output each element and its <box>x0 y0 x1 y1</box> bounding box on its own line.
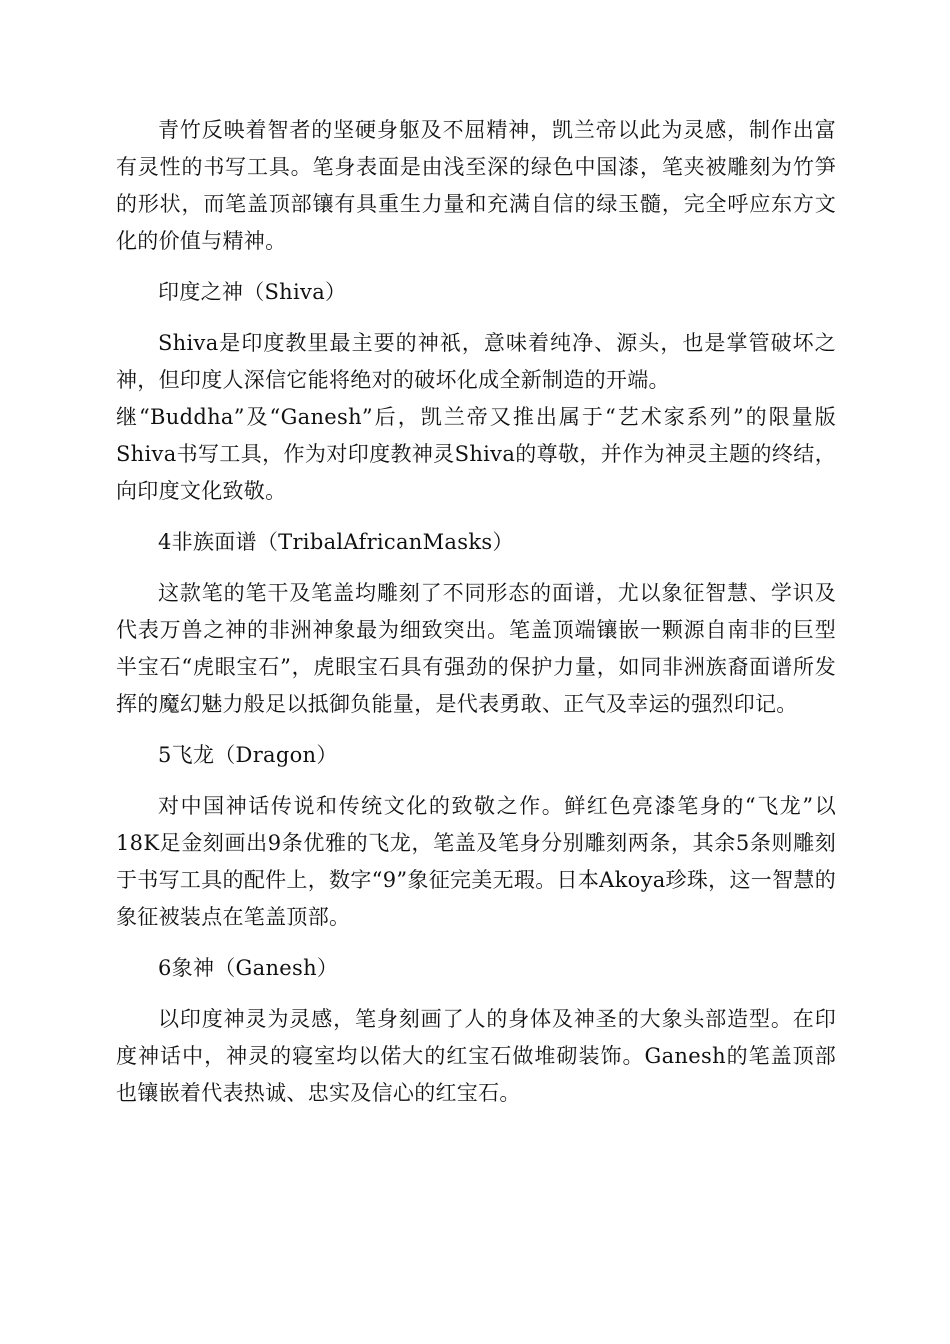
paragraph-ganesh: 以印度神灵为灵感，笔身刻画了人的身体及神圣的大象头部造型。在印度神话中，神灵的寝室均以偌大的红宝石做堆砌装饰。Ganesh的笔盖顶部也镶嵌着代表热诚、忠实及信心的红宝石。 <box>116 1007 836 1105</box>
heading-ganesh: 6象神（Ganesh） <box>158 956 339 980</box>
paragraph-dragon: 对中国神话传说和传统文化的致敬之作。鲜红色亮漆笔身的“飞龙”以18K足金刻画出9条优雅的飞龙，笔盖及笔身分别雕刻两条，其余5条则雕刻于书写工具的配件上，数字“9”象征完美无瑕。日本Akoya珍珠，这一智慧的象征被装点在笔盖顶部。 <box>116 794 836 929</box>
heading-dragon: 5飞龙（Dragon） <box>158 743 338 767</box>
heading-tribal-masks: 4非族面谱（TribalAfricanMasks） <box>158 530 514 554</box>
paragraph-shiva-intro: Shiva是印度教里最主要的神祇，意味着纯净、源头，也是掌管破坏之神，但印度人深信它能将绝对的破坏化成全新制造的开端。 <box>116 331 836 392</box>
paragraph-tribal-masks: 这款笔的笔干及笔盖均雕刻了不同形态的面谱，尤以象征智慧、学识及代表万兽之神的非洲神象最为细致突出。笔盖顶端镶嵌一颗源自南非的巨型半宝石“虎眼宝石”，虎眼宝石具有强劲的保护力量，如同非洲族裔面谱所发挥的魔幻魅力般足以抵御负能量，是代表勇敢、正气及幸运的强烈印记。 <box>116 581 836 716</box>
paragraph-bamboo: 青竹反映着智者的坚硬身躯及不屈精神，凯兰帝以此为灵感，制作出富有灵性的书写工具。笔身表面是由浅至深的绿色中国漆，笔夹被雕刻为竹笋的形状，而笔盖顶部镶有具重生力量和充满自信的绿玉髓，完全呼应东方文化的价值与精神。 <box>116 118 836 253</box>
paragraph-shiva-release: 继“Buddha”及“Ganesh”后，凯兰帝又推出属于“艺术家系列”的限量版Shiva书写工具，作为对印度教神灵Shiva的尊敬，并作为神灵主题的终结，向印度文化致敬。 <box>116 405 836 503</box>
document-body <box>116 112 836 1126</box>
heading-shiva: 印度之神（Shiva） <box>158 280 347 304</box>
